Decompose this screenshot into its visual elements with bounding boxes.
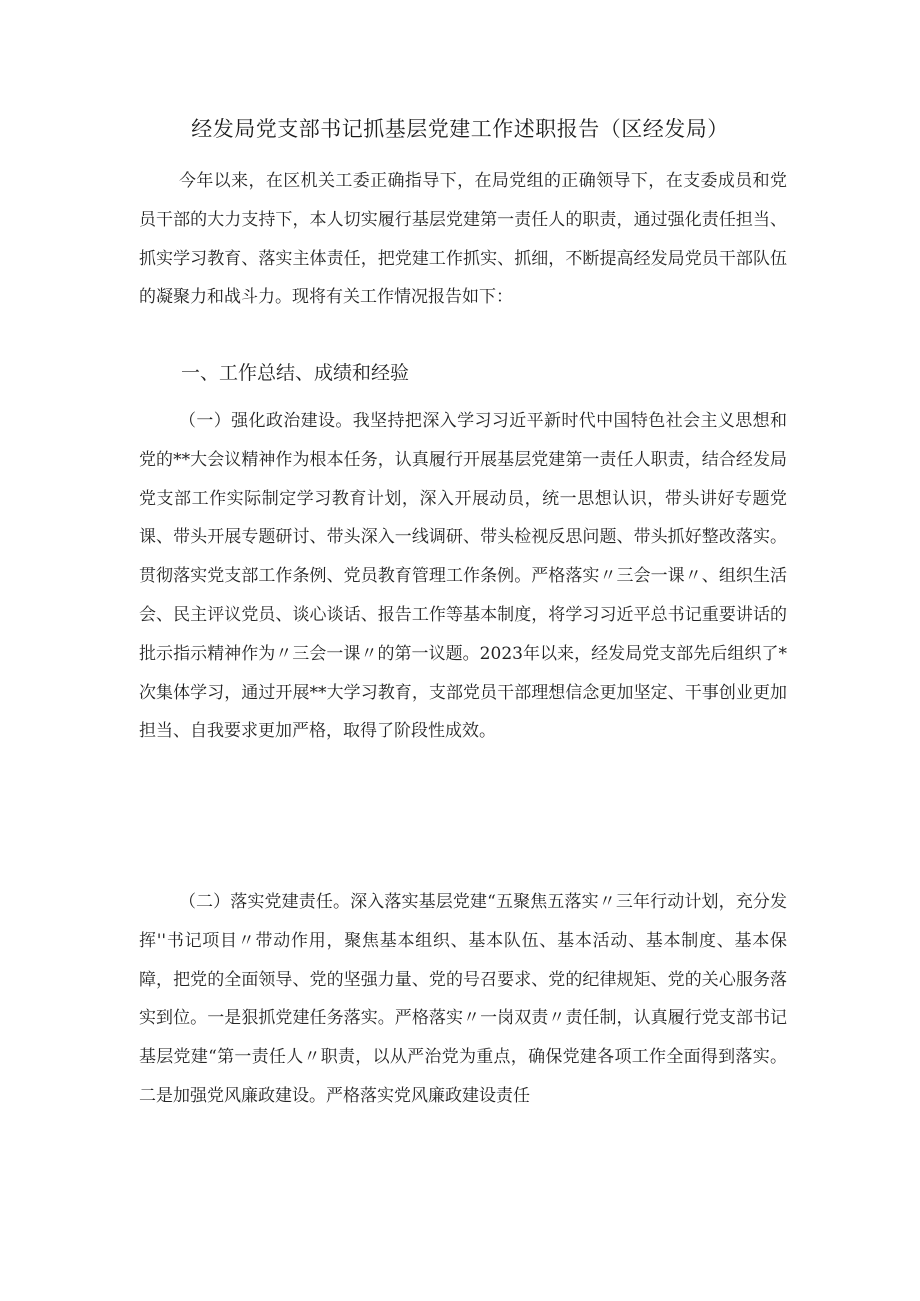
document-title: 经发局党支部书记抓基层党建工作述职报告（区经发局）	[191, 117, 729, 141]
body-paragraph-1: （一）强化政治建设。我坚持把深入学习习近平新时代中国特色社会主义思想和党的**大会议精神作为根本任务，认真履行开展基层党建第一责任人职责，结合经发局党支部工作实际制定学习教育计划，深入开展动员，统一思想认识，带头讲好专题党课、带头开展专题研讨、带头深入一线调研、带头检视反思问题、带头抓好整改落实。贯彻落实党支部工作条例、党员教育管理工作条例。严格落实〃三会一课〃、组织生活会、民主评议党员、谈心谈话、报告工作等基本制度，将学习习近平总书记重要讲话的批示指示精神作为〃三会一课〃的第一议题。2023年以来，经发局党支部先后组织了*次集体学习，通过开展**大学习教育，支部党员干部理想信念更加坚定、干事创业更加担当、自我要求更加严格，取得了阶段性成效。	[139, 411, 787, 742]
body-paragraph-2: （二）落实党建责任。深入落实基层党建“五聚焦五落实〃三年行动计划，充分发挥''书记项目〃带动作用，聚焦基本组织、基本队伍、基本活动、基本制度、基本保障，把党的全面领导、党的坚强力量、党的号召要求、党的纪律规矩、党的关心服务落实到位。一是狠抓党建任务落实。严格落实〃一岗双责〃责任制，认真履行党支部书记基层党建“第一责任人〃职责，以从严治党为重点，确保党建各项工作全面得到落实。二是加强党风廉政建设。严格落实党风廉政建设责任	[139, 892, 787, 1106]
section-heading: 一、工作总结、成绩和经验	[181, 362, 410, 384]
intro-paragraph: 今年以来，在区机关工委正确指导下，在局党组的正确领导下，在支委成员和党员干部的大力支持下，本人切实履行基层党建第一责任人的职责，通过强化责任担当、抓实学习教育、落实主体责任，把党建工作抓实、抓细，不断提高经发局党员干部队伍的凝聚力和战斗力。现将有关工作情况报告如下：	[139, 171, 787, 308]
